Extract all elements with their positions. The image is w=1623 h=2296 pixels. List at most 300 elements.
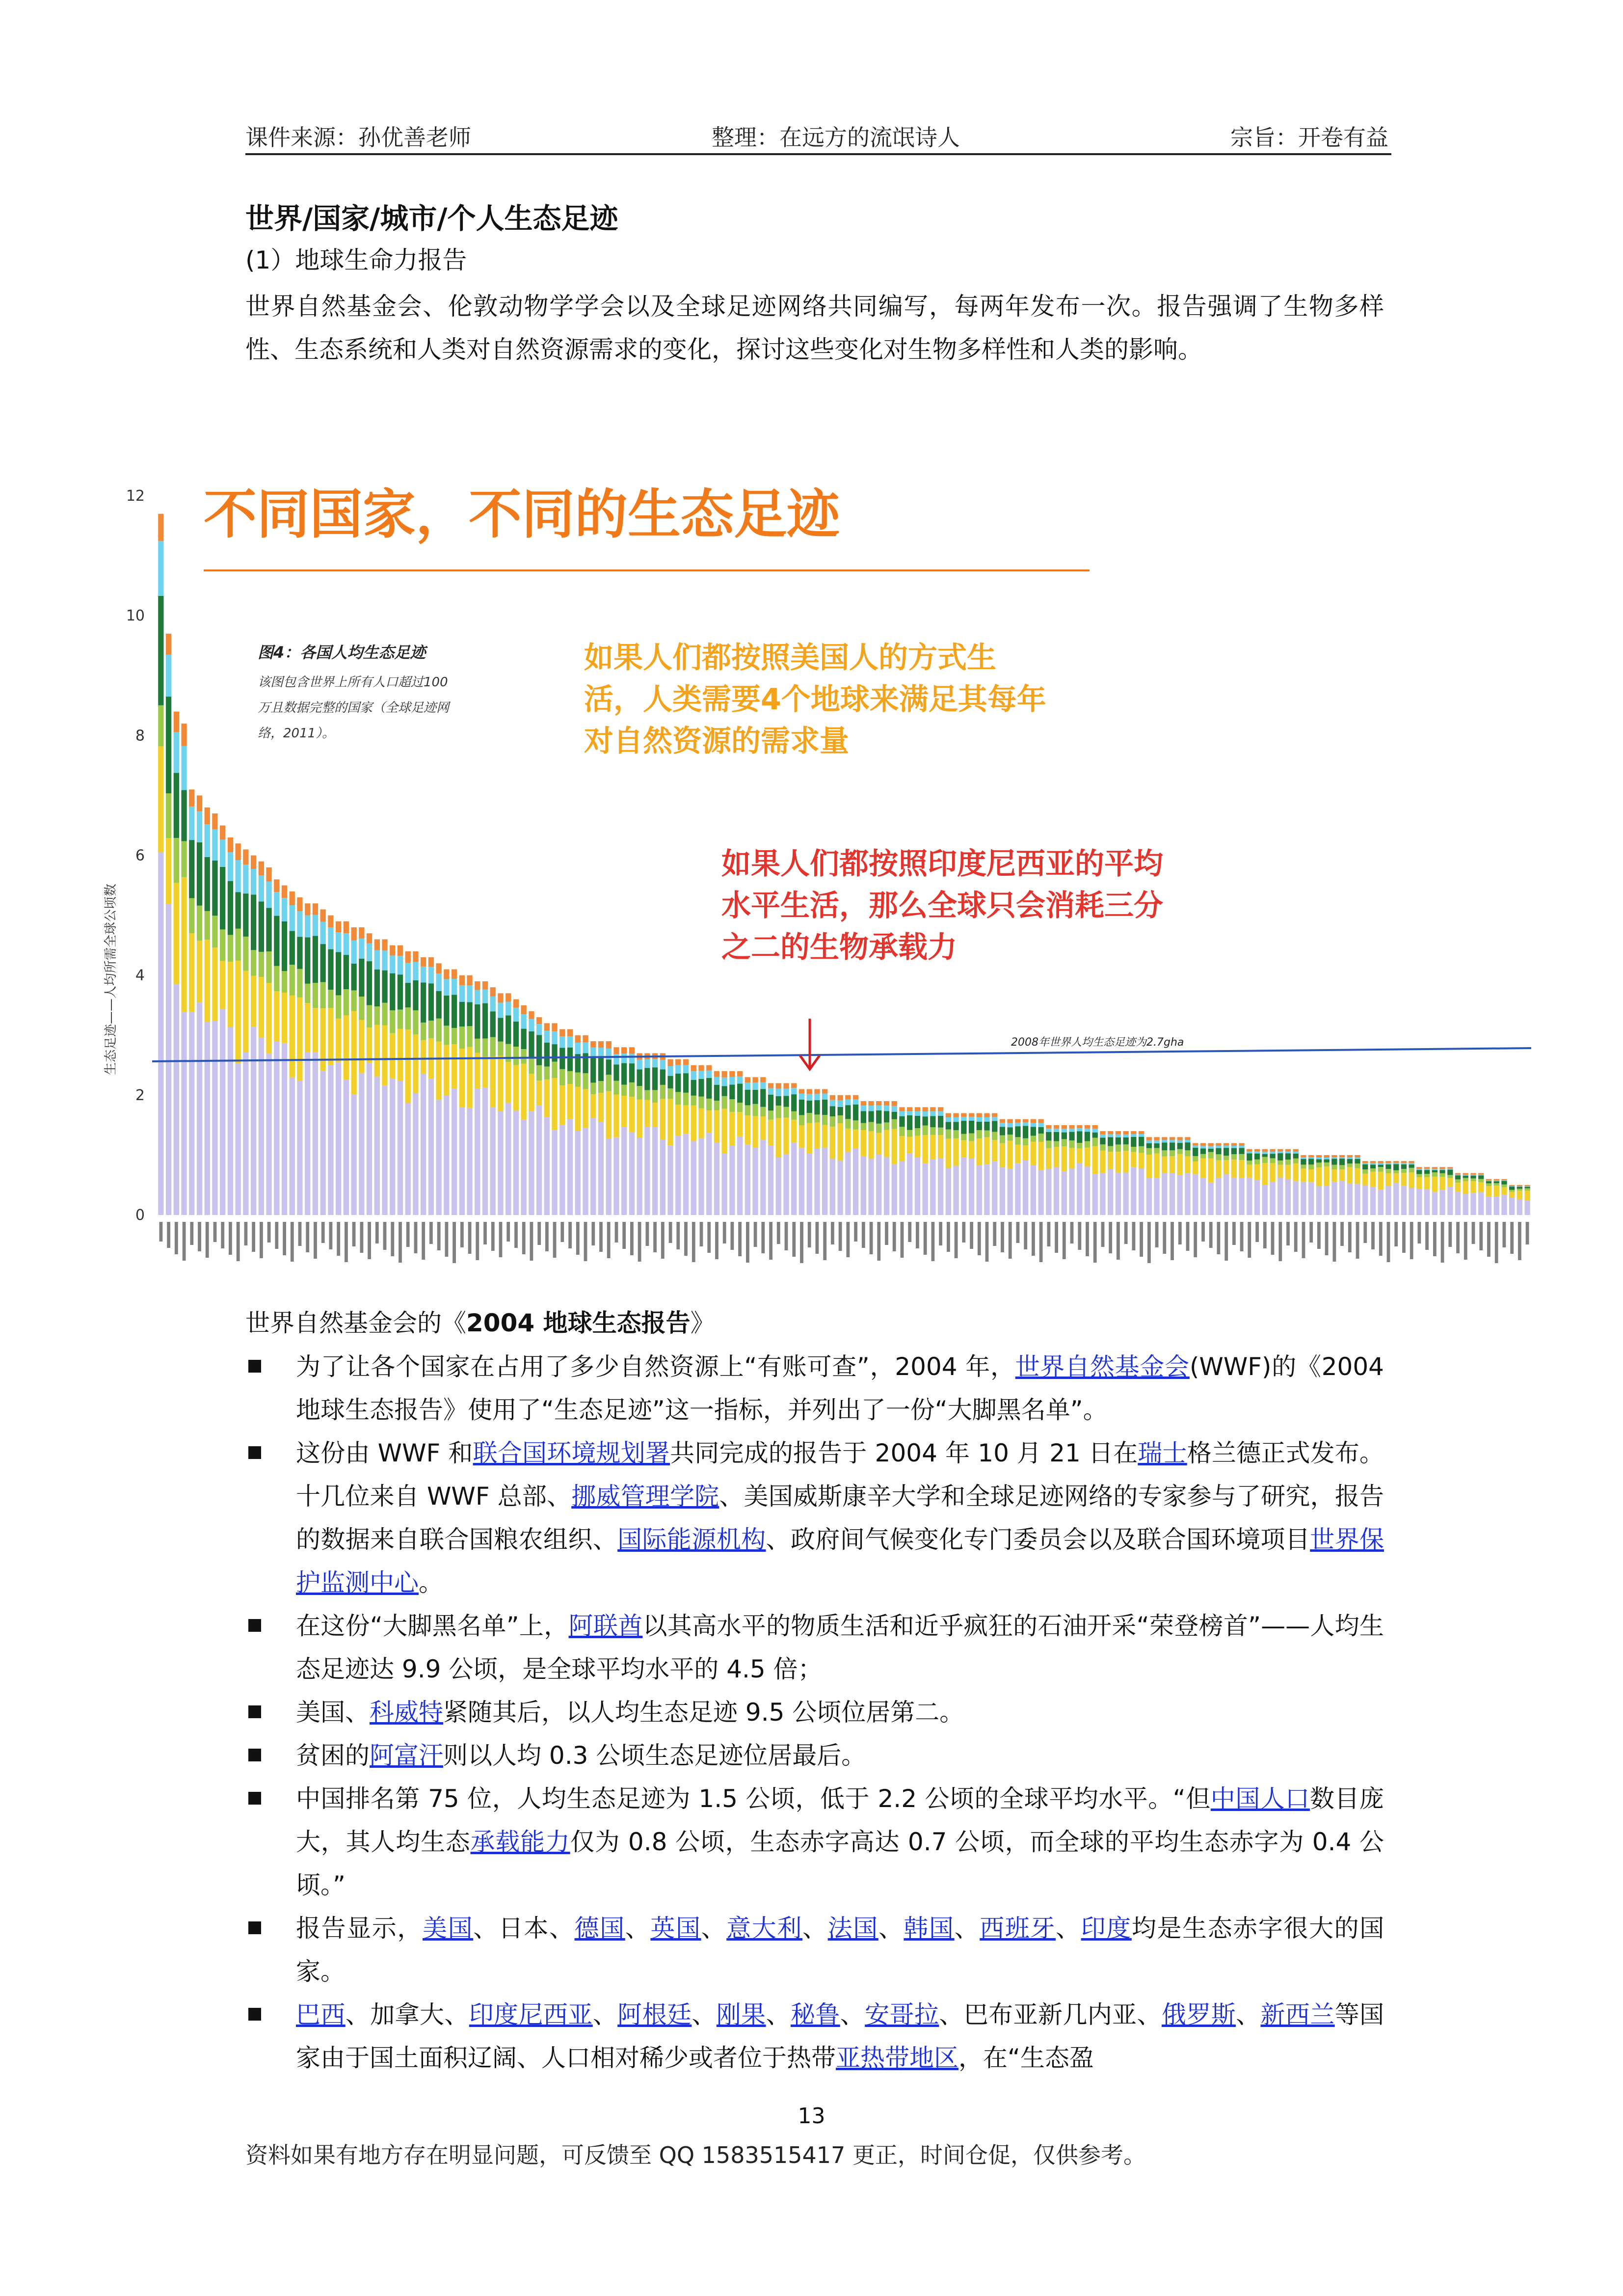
bar-segment-yellow	[938, 1135, 943, 1158]
y-axis-ticks	[126, 487, 145, 1224]
bar-segment-orange	[1439, 1167, 1445, 1169]
bar-segment-orange	[1486, 1179, 1491, 1181]
bar-segment-cyan	[1277, 1151, 1283, 1153]
bar	[868, 1101, 874, 1215]
wiki-link[interactable]: 中国人口	[1210, 1784, 1310, 1813]
bar-segment-yellow	[1517, 1190, 1522, 1199]
bar-segment-base	[1077, 1163, 1082, 1215]
bar-segment-light-green	[861, 1123, 866, 1130]
bar-segment-light-green	[868, 1122, 874, 1131]
bar	[992, 1113, 997, 1216]
bar-segment-light-green	[536, 1065, 542, 1080]
bar	[1339, 1155, 1345, 1215]
bar-segment-cyan	[953, 1117, 958, 1122]
bar	[845, 1095, 851, 1215]
bar-segment-yellow	[405, 1029, 411, 1103]
bullet-text: 、	[592, 2000, 618, 2029]
bar-segment-dark-green	[1224, 1148, 1229, 1156]
bar	[930, 1107, 935, 1215]
x-tick-label	[1255, 1222, 1259, 1242]
bar-segment-orange	[838, 1095, 843, 1101]
bar-segment-base	[644, 1127, 650, 1215]
bar-segment-yellow	[1270, 1163, 1275, 1182]
bar-segment-light-green	[398, 1010, 403, 1029]
wiki-link[interactable]: 世界保护监测中心	[296, 1525, 1384, 1597]
x-tick-label	[985, 1222, 989, 1262]
bar-segment-cyan	[398, 956, 403, 974]
bar-segment-light-green	[583, 1073, 588, 1089]
bar-segment-orange	[1108, 1131, 1113, 1134]
bar	[861, 1101, 866, 1215]
bar-segment-orange	[1146, 1137, 1152, 1140]
bar	[467, 975, 472, 1215]
x-tick-label	[1425, 1222, 1429, 1250]
x-tick-label	[260, 1222, 263, 1258]
bar	[344, 921, 349, 1215]
bar	[328, 916, 333, 1215]
bullet-square-icon	[248, 1921, 261, 1934]
bar	[374, 939, 380, 1215]
bar-segment-light-green	[282, 971, 287, 993]
bullet-text: 贫困的	[296, 1741, 370, 1770]
bar-segment-light-green	[1308, 1164, 1314, 1169]
bar-segment-base	[1131, 1167, 1136, 1215]
wiki-link[interactable]: 阿富汗	[370, 1741, 443, 1770]
bar	[1085, 1125, 1090, 1215]
bar-segment-yellow	[1525, 1191, 1530, 1200]
bar-segment-base	[791, 1143, 797, 1215]
x-tick-label	[746, 1222, 749, 1263]
wiki-link[interactable]: 韩国	[904, 1914, 955, 1943]
bar-segment-base	[1170, 1173, 1175, 1215]
bar-segment-yellow	[290, 996, 295, 1078]
bar-segment-yellow	[698, 1108, 704, 1138]
bar-segment-dark-green	[613, 1065, 619, 1081]
bar-segment-dark-green	[969, 1121, 974, 1134]
bar-segment-cyan	[876, 1106, 881, 1110]
bar-segment-cyan	[313, 915, 318, 936]
bar-segment-base	[1038, 1170, 1044, 1215]
bar-segment-dark-green	[1008, 1128, 1013, 1135]
bullet-text: 中国排名第 75 位，人均生态足迹为 1.5 公顷，低于 2.2 公顷的全球平均水平。“但	[296, 1784, 1211, 1813]
bar-segment-base	[752, 1147, 758, 1215]
bar-segment-light-green	[1494, 1183, 1499, 1186]
bar-segment-orange	[1200, 1143, 1206, 1146]
bar-segment-orange	[220, 826, 225, 840]
x-tick-label	[684, 1222, 688, 1256]
bar-segment-light-green	[390, 1010, 395, 1033]
bar	[405, 951, 411, 1215]
header-source: 课件来源：孙优善老师	[245, 124, 471, 151]
bar-segment-yellow	[166, 838, 171, 904]
bar-segment-dark-green	[830, 1106, 835, 1116]
bar-segment-dark-green	[1316, 1160, 1322, 1163]
bar-segment-light-green	[737, 1103, 743, 1112]
wiki-link[interactable]: 安哥拉	[865, 2000, 939, 2029]
bar	[1316, 1155, 1322, 1215]
bar-segment-orange	[1000, 1119, 1005, 1123]
x-tick-label	[622, 1222, 626, 1249]
bar	[1108, 1131, 1113, 1215]
bar-segment-cyan	[1000, 1123, 1005, 1127]
bar-segment-orange	[1193, 1143, 1198, 1146]
bullet-text: 、	[766, 2000, 791, 2029]
bar-segment-cyan	[498, 1002, 503, 1018]
x-tick-label	[947, 1222, 950, 1252]
bar-segment-base	[297, 1081, 302, 1215]
bar	[1486, 1179, 1491, 1215]
x-tick-label	[1232, 1222, 1236, 1245]
bar-segment-dark-green	[1301, 1159, 1306, 1165]
wiki-link[interactable]: 西班牙	[980, 1914, 1056, 1943]
bar-segment-base	[374, 1077, 380, 1215]
bar-segment-yellow	[884, 1130, 889, 1157]
section-title: 世界/国家/城市/个人生态足迹	[245, 202, 618, 235]
bar-segment-base	[1439, 1190, 1445, 1215]
bar-segment-orange	[482, 981, 488, 990]
bar-segment-light-green	[660, 1085, 665, 1099]
bullet-text: 、	[802, 1914, 828, 1943]
bar-segment-yellow	[583, 1089, 588, 1128]
bar-segment-base	[444, 1095, 449, 1215]
bar-segment-dark-green	[428, 983, 434, 1021]
x-tick-label	[1063, 1222, 1066, 1259]
x-tick-label	[584, 1222, 587, 1261]
bullet-text: 数目庞大，其人均生态	[296, 1784, 1384, 1856]
bar-segment-base	[1478, 1192, 1484, 1216]
x-tick-label	[1286, 1222, 1290, 1245]
bar-segment-light-green	[344, 989, 349, 1015]
bar-segment-dark-green	[923, 1116, 928, 1125]
bar-segment-yellow	[899, 1136, 905, 1161]
bullet-text: 在这份“大脚黑名单”上，	[296, 1612, 569, 1640]
bar-segment-yellow	[243, 971, 248, 1052]
wiki-link[interactable]: 美国	[422, 1914, 474, 1943]
bar-segment-yellow	[1416, 1177, 1422, 1189]
bar-segment-orange	[1262, 1149, 1268, 1152]
bar-segment-yellow	[830, 1127, 835, 1159]
bar-segment-dark-green	[251, 894, 256, 950]
bar	[529, 1011, 534, 1215]
bar-segment-cyan	[1208, 1146, 1214, 1149]
bar-segment-cyan	[1015, 1123, 1020, 1127]
bar-segment-light-green	[266, 951, 271, 983]
bar-segment-dark-green	[498, 1018, 503, 1042]
bar-segment-dark-green	[205, 857, 210, 911]
bar-segment-cyan	[884, 1106, 889, 1111]
bar-segment-dark-green	[1023, 1126, 1028, 1138]
callout-usa-line-1: 如果人们都按照美国人的方式生	[584, 641, 996, 675]
bar-segment-orange	[992, 1113, 997, 1117]
bar-segment-cyan	[683, 1065, 689, 1073]
x-tick-label	[785, 1222, 788, 1250]
bar-segment-light-green	[1239, 1154, 1244, 1160]
bar-segment-light-green	[938, 1128, 943, 1135]
bar-segment-cyan	[444, 979, 449, 996]
bar-segment-cyan	[1231, 1146, 1237, 1148]
bar	[884, 1101, 889, 1215]
bar-segment-light-green	[675, 1092, 681, 1105]
bar-segment-yellow	[513, 1065, 519, 1111]
bar-segment-yellow	[305, 1003, 310, 1052]
bar-segment-yellow	[313, 1008, 318, 1052]
bar-segment-dark-green	[845, 1105, 851, 1119]
x-tick-label	[329, 1222, 333, 1249]
bar	[228, 837, 233, 1215]
bar-segment-orange	[1463, 1173, 1468, 1175]
bar-segment-yellow	[521, 1064, 527, 1120]
bar-segment-cyan	[706, 1071, 712, 1078]
x-tick-label	[1024, 1222, 1027, 1249]
bar-segment-base	[1494, 1197, 1499, 1215]
bar-segment-yellow	[1092, 1146, 1098, 1174]
bar-segment-dark-green	[544, 1043, 550, 1067]
bar-segment-base	[1046, 1169, 1051, 1215]
bar-segment-yellow	[1116, 1152, 1121, 1173]
bar	[1355, 1155, 1360, 1215]
bar-segment-base	[1463, 1194, 1468, 1215]
bar-segment-yellow	[282, 993, 287, 1043]
wiki-link[interactable]: 阿根廷	[617, 2000, 692, 2029]
bar-segment-dark-green	[552, 1044, 557, 1062]
bar-segment-dark-green	[174, 773, 179, 838]
wiki-link[interactable]: 巴西	[296, 2000, 346, 2029]
bar	[1254, 1149, 1260, 1215]
bar-segment-cyan	[613, 1054, 619, 1064]
wiki-link[interactable]: 秘鲁	[790, 2000, 840, 2029]
wiki-link[interactable]: 联合国环境规划署	[473, 1439, 670, 1467]
wiki-link[interactable]: 瑞士	[1138, 1439, 1187, 1467]
bar-segment-dark-green	[737, 1083, 743, 1103]
wiki-link[interactable]: 亚热带地区	[836, 2044, 958, 2072]
bar-segment-cyan	[459, 985, 465, 1002]
bar-segment-yellow	[1262, 1163, 1268, 1185]
bar-segment-orange	[737, 1071, 743, 1077]
bullet-square-icon	[248, 1749, 261, 1761]
bar-segment-dark-green	[752, 1090, 758, 1104]
bar-segment-cyan	[1370, 1163, 1376, 1164]
x-tick-label	[568, 1222, 572, 1248]
bar-segment-yellow	[1277, 1165, 1283, 1178]
wiki-link[interactable]: 国际能源机构	[617, 1525, 766, 1554]
bar-segment-orange	[390, 945, 395, 956]
bar-segment-yellow	[1200, 1159, 1206, 1178]
x-tick-label	[213, 1222, 217, 1242]
bar-segment-dark-green	[390, 973, 395, 1011]
bar-segment-yellow	[1339, 1169, 1345, 1181]
bar	[413, 951, 418, 1215]
bar-segment-yellow	[876, 1133, 881, 1155]
wiki-link[interactable]: 承载能力	[470, 1828, 570, 1856]
bar-segment-light-green	[1347, 1163, 1353, 1167]
bar-segment-cyan	[1069, 1129, 1074, 1132]
report-title: 世界自然基金会的《2004 地球生态报告》	[245, 1309, 715, 1337]
x-tick-label	[553, 1222, 557, 1258]
bar-segment-dark-green	[1347, 1159, 1353, 1163]
bar-segment-cyan	[1146, 1140, 1152, 1143]
report-bullet-item	[245, 1604, 1384, 1691]
bar	[899, 1107, 905, 1215]
bar-segment-base	[1092, 1174, 1098, 1215]
bar-segment-base	[1447, 1187, 1453, 1216]
bar-segment-cyan	[1378, 1163, 1384, 1165]
wiki-link[interactable]: 阿联酋	[568, 1612, 643, 1640]
bar-segment-dark-green	[953, 1122, 958, 1130]
bar-segment-cyan	[328, 927, 333, 949]
bar-segment-base	[899, 1161, 905, 1215]
wiki-link[interactable]: 英国	[650, 1914, 701, 1943]
bullet-square-icon	[248, 2008, 261, 2021]
bar-segment-light-green	[1447, 1175, 1453, 1178]
bar	[236, 843, 241, 1215]
bar-segment-base	[992, 1162, 997, 1215]
bar-segment-dark-green	[1069, 1132, 1074, 1141]
x-tick-label	[1526, 1222, 1529, 1244]
bar-segment-orange	[575, 1035, 581, 1043]
wiki-link[interactable]: 科威特	[370, 1698, 443, 1727]
bar-segment-base	[868, 1159, 874, 1215]
bar-segment-base	[421, 1074, 426, 1215]
bar-segment-orange	[521, 1005, 527, 1014]
x-tick-label	[506, 1222, 510, 1242]
bar-segment-orange	[1224, 1143, 1229, 1146]
bar-segment-cyan	[205, 824, 210, 857]
bar-segment-yellow	[729, 1112, 735, 1145]
bar-segment-base	[1409, 1188, 1414, 1215]
wiki-link[interactable]: 法国	[827, 1914, 878, 1943]
bar-segment-orange	[1231, 1143, 1237, 1146]
bar-segment-dark-green	[382, 971, 387, 1003]
wiki-link[interactable]: 印度尼西亚	[469, 2000, 593, 2029]
bar	[1008, 1119, 1013, 1215]
bar-segment-base	[1062, 1171, 1067, 1215]
bar-segment-orange	[428, 957, 434, 967]
wiki-link[interactable]: 挪威管理学院	[571, 1482, 719, 1511]
bar-segment-cyan	[1200, 1146, 1206, 1148]
bar-segment-base	[598, 1122, 604, 1215]
bar-segment-cyan	[536, 1024, 542, 1035]
wiki-link[interactable]: 意大利	[726, 1914, 802, 1943]
bar-segment-orange	[181, 724, 186, 746]
x-tick-label	[1039, 1222, 1043, 1262]
bar-segment-orange	[1123, 1131, 1129, 1134]
wiki-link[interactable]: 俄罗斯	[1161, 2000, 1236, 2029]
wiki-link[interactable]: 印度	[1081, 1914, 1132, 1943]
x-tick-label	[275, 1222, 278, 1249]
bar-segment-yellow	[984, 1137, 989, 1164]
bar-segment-light-green	[953, 1130, 958, 1138]
bar-segment-cyan	[745, 1082, 750, 1090]
bar-segment-yellow	[1216, 1160, 1221, 1178]
bar	[660, 1053, 665, 1215]
bar	[1463, 1173, 1468, 1216]
x-tick-label	[229, 1222, 232, 1255]
bar-segment-dark-green	[1031, 1127, 1036, 1135]
bar-segment-orange	[1177, 1137, 1183, 1140]
x-tick-label	[978, 1222, 981, 1255]
bar	[938, 1107, 943, 1215]
x-tick-label	[661, 1222, 665, 1259]
bar-segment-light-green	[1362, 1169, 1368, 1174]
bar-segment-yellow	[1378, 1172, 1384, 1190]
bar	[444, 970, 449, 1216]
bar-segment-cyan	[907, 1111, 912, 1115]
bar-segment-yellow	[1046, 1148, 1051, 1169]
bar-segment-yellow	[1439, 1177, 1445, 1190]
bar-segment-base	[1254, 1180, 1260, 1215]
bar-segment-dark-green	[1494, 1181, 1499, 1183]
bar-segment-base	[923, 1163, 928, 1215]
bar-segment-base	[498, 1111, 503, 1215]
x-tick-label	[468, 1222, 472, 1254]
bar-segment-yellow	[915, 1136, 920, 1158]
bar-segment-dark-green	[1277, 1153, 1283, 1161]
callout-indonesia-line-1: 如果人们都按照印度尼西亚的平均	[721, 847, 1163, 881]
bar-segment-yellow	[189, 933, 194, 1012]
bar-segment-yellow	[1301, 1168, 1306, 1182]
bar-segment-base	[1285, 1179, 1291, 1215]
wiki-link[interactable]: 刚果	[716, 2000, 766, 2029]
bar-segment-yellow	[1177, 1154, 1183, 1175]
wiki-link[interactable]: 新西兰	[1260, 2000, 1335, 2029]
bar-segment-yellow	[961, 1140, 966, 1158]
bar	[984, 1113, 989, 1216]
bar	[390, 945, 395, 1215]
bar	[506, 993, 511, 1215]
bar-segment-yellow	[1432, 1177, 1437, 1192]
x-tick-label	[831, 1222, 834, 1244]
bar-segment-light-green	[567, 1071, 573, 1084]
bar-segment-base	[760, 1140, 766, 1215]
wiki-link[interactable]: 世界自然基金会	[1015, 1352, 1190, 1381]
bar-segment-cyan	[567, 1036, 573, 1048]
bar-segment-light-green	[544, 1067, 550, 1080]
wiki-link[interactable]: 德国	[574, 1914, 625, 1943]
bar-segment-base	[398, 1081, 403, 1215]
bar	[336, 921, 341, 1215]
bar-segment-orange	[1385, 1161, 1391, 1163]
bar-segment-dark-green	[1285, 1153, 1291, 1160]
bar-segment-cyan	[1177, 1140, 1183, 1143]
bar-segment-base	[567, 1119, 573, 1215]
bar-segment-dark-green	[313, 936, 318, 983]
bar-segment-yellow	[490, 1056, 496, 1107]
bar-segment-yellow	[1069, 1148, 1074, 1169]
bar-segment-dark-green	[984, 1122, 989, 1131]
bar	[1308, 1155, 1314, 1215]
x-tick-label	[460, 1222, 464, 1247]
bar-segment-cyan	[266, 882, 271, 908]
bar-segment-cyan	[1247, 1152, 1252, 1154]
bar-segment-light-green	[613, 1081, 619, 1095]
bar-segment-yellow	[1193, 1162, 1198, 1174]
bar-segment-base	[768, 1145, 773, 1215]
bullet-text: 为了让各个国家在占用了多少自然资源上“有账可查”，2004 年，	[296, 1352, 1015, 1381]
bar-segment-dark-green	[1216, 1148, 1221, 1155]
bar-segment-orange	[328, 916, 333, 928]
bar	[876, 1101, 881, 1215]
bar	[613, 1047, 619, 1215]
bar-segment-cyan	[1054, 1129, 1059, 1132]
bar-segment-base	[559, 1125, 565, 1215]
bar-segment-base	[1355, 1184, 1360, 1215]
bar-segment-light-green	[946, 1130, 951, 1139]
x-tick-label	[1495, 1222, 1498, 1263]
bar-segment-orange	[745, 1077, 750, 1082]
bar-segment-orange	[559, 1029, 565, 1037]
bar-segment-dark-green	[1439, 1170, 1445, 1173]
bar-segment-orange	[907, 1107, 912, 1111]
